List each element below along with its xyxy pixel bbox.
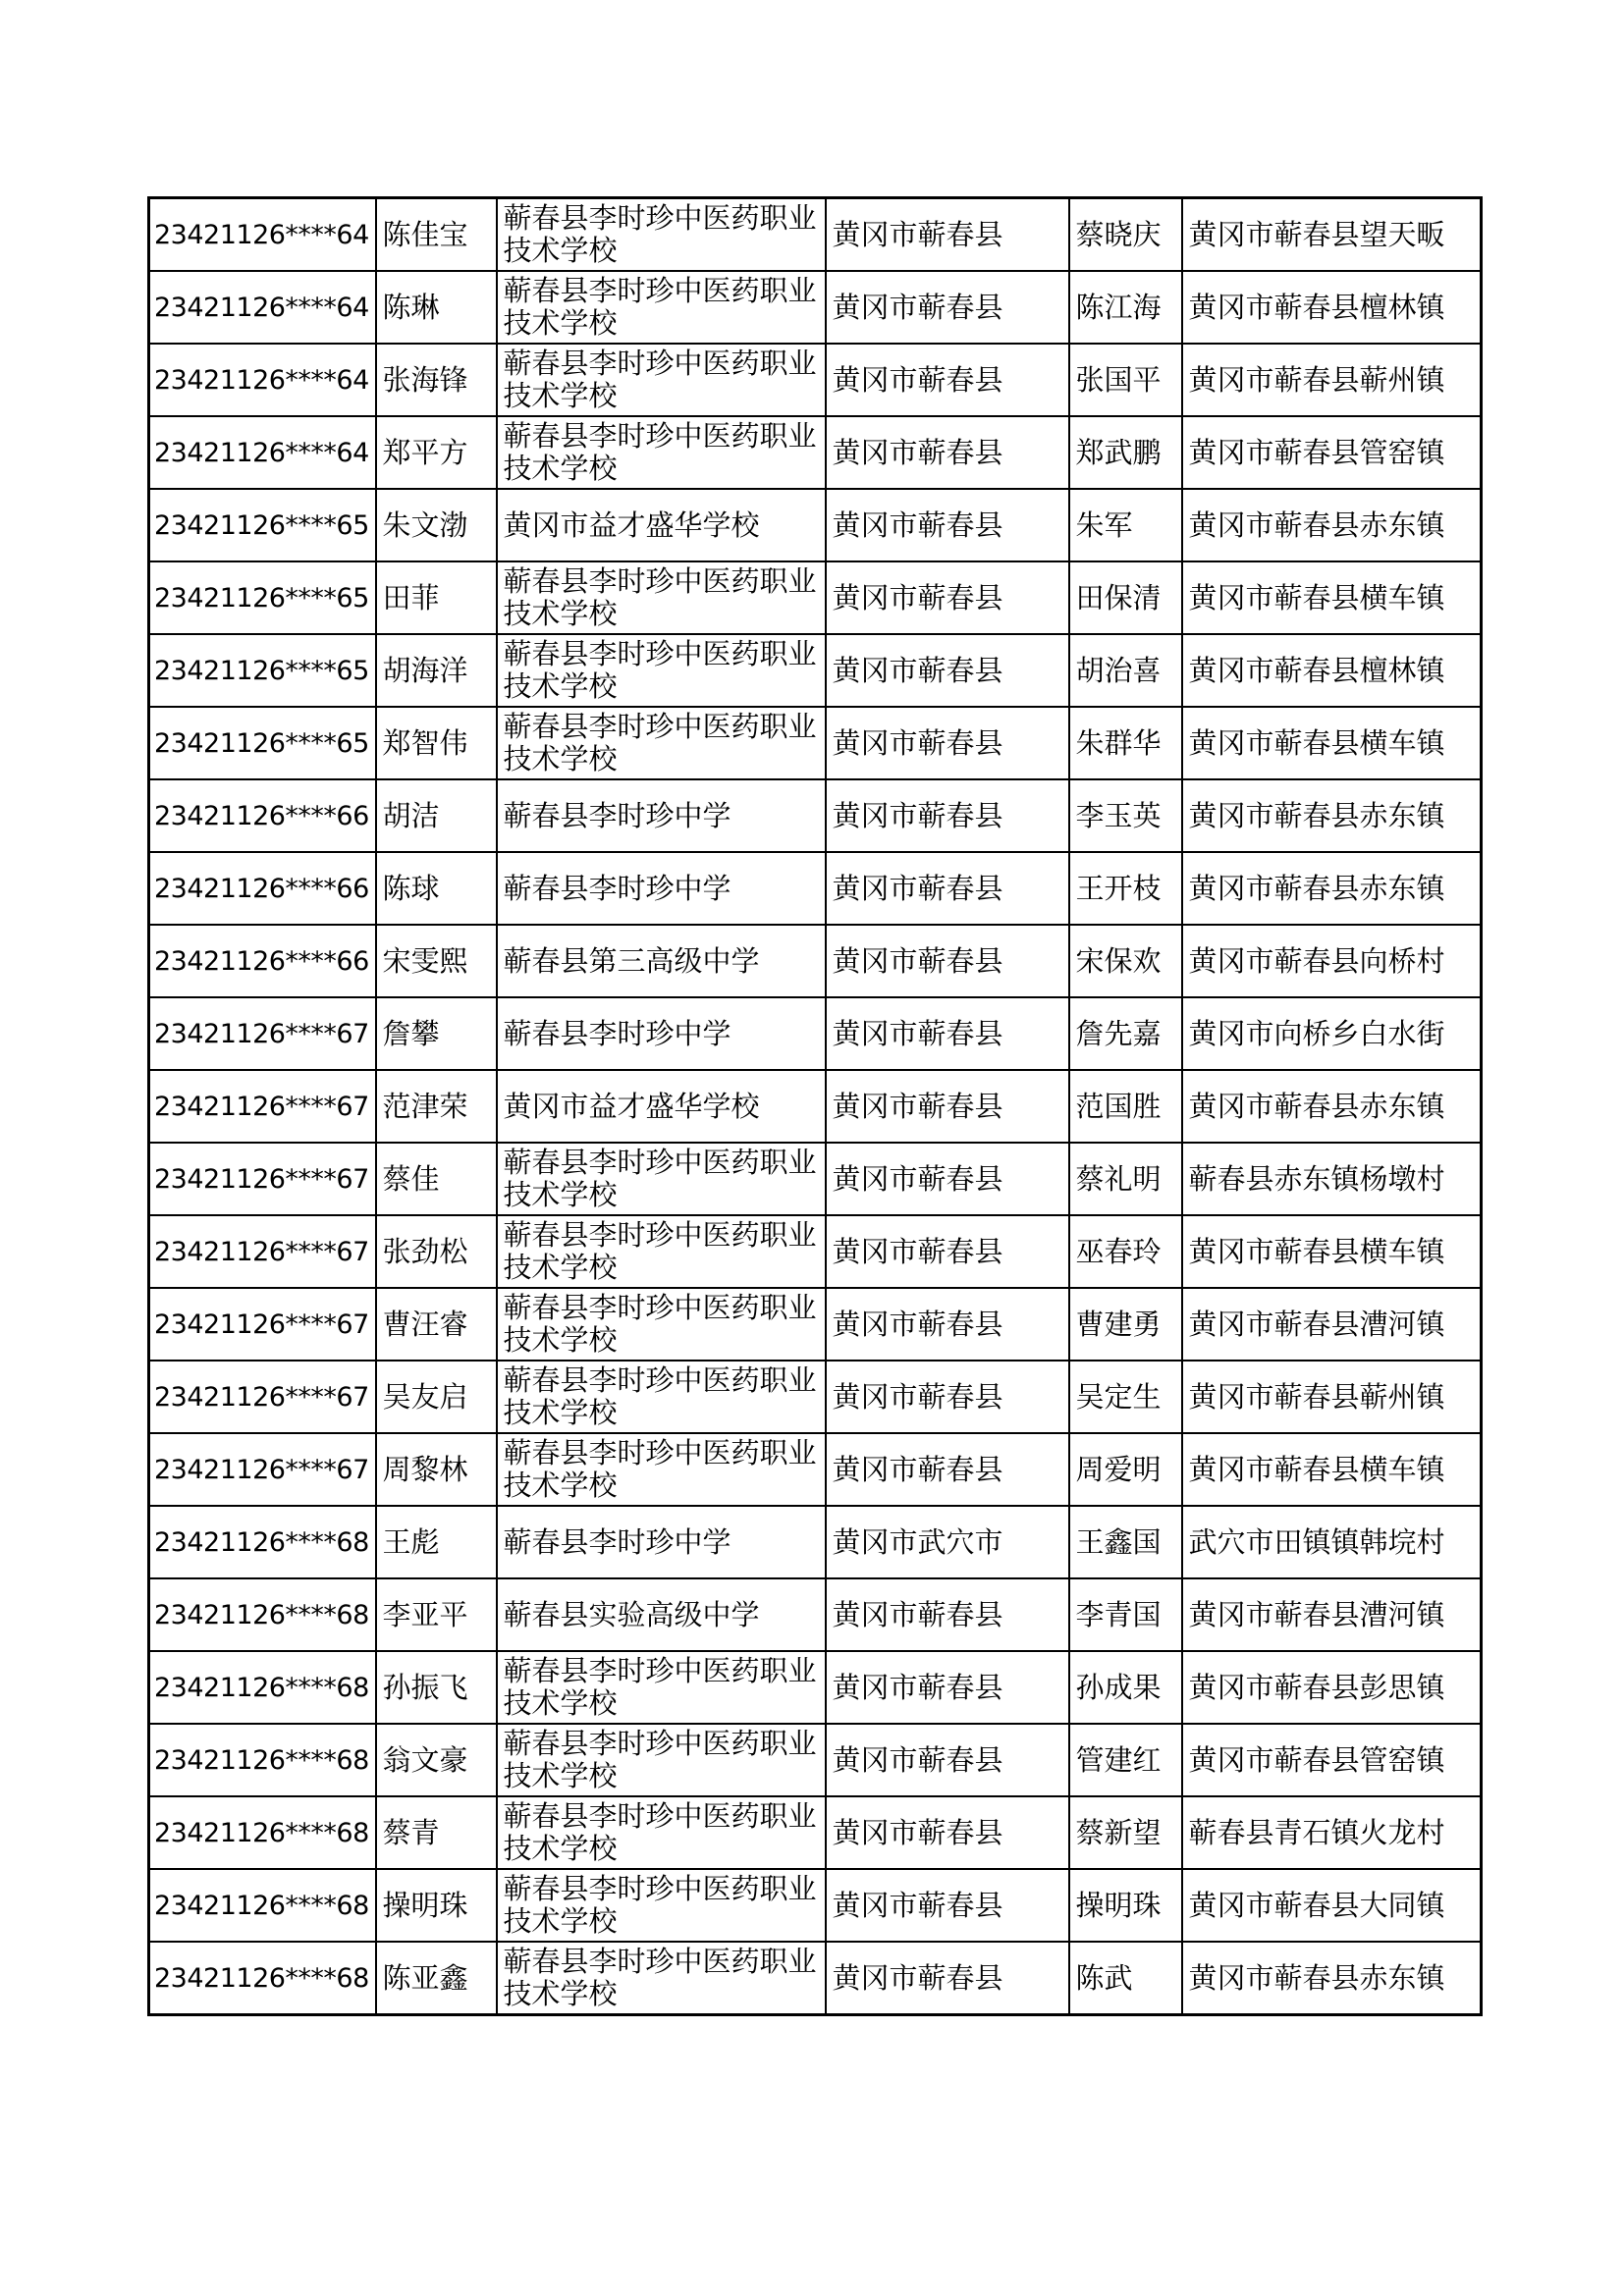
school-cell: 蕲春县李时珍中医药职业技术学校 xyxy=(497,1869,826,1942)
school-cell: 蕲春县李时珍中医药职业技术学校 xyxy=(497,1651,826,1724)
address-cell: 黄冈市蕲春县向桥村 xyxy=(1182,925,1482,997)
student-name-cell: 翁文豪 xyxy=(376,1724,497,1796)
id-number-cell: 23421126****65 xyxy=(149,489,376,561)
region-cell: 黄冈市蕲春县 xyxy=(826,1288,1069,1361)
roster-table xyxy=(147,196,1483,2016)
student-name-cell: 詹攀 xyxy=(376,997,497,1070)
school-cell: 蕲春县李时珍中医药职业技术学校 xyxy=(497,344,826,416)
student-name-cell: 操明珠 xyxy=(376,1869,497,1942)
school-cell: 蕲春县李时珍中医药职业技术学校 xyxy=(497,1942,826,2015)
address-cell: 黄冈市蕲春县漕河镇 xyxy=(1182,1288,1482,1361)
school-cell: 蕲春县李时珍中医药职业技术学校 xyxy=(497,1361,826,1433)
student-name-cell: 陈琳 xyxy=(376,271,497,344)
student-name-cell: 陈球 xyxy=(376,852,497,925)
address-cell: 黄冈市蕲春县横车镇 xyxy=(1182,1215,1482,1288)
region-cell: 黄冈市蕲春县 xyxy=(826,634,1069,707)
region-cell: 黄冈市蕲春县 xyxy=(826,271,1069,344)
table-row xyxy=(149,852,1482,925)
student-name-cell: 郑平方 xyxy=(376,416,497,489)
school-cell: 蕲春县李时珍中学 xyxy=(497,1506,826,1578)
address-cell: 黄冈市蕲春县管窑镇 xyxy=(1182,416,1482,489)
student-name-cell: 胡洁 xyxy=(376,779,497,852)
student-name-cell: 张海锋 xyxy=(376,344,497,416)
id-number-cell: 23421126****68 xyxy=(149,1869,376,1942)
guardian-name-cell: 周爱明 xyxy=(1069,1433,1182,1506)
id-number-cell: 23421126****66 xyxy=(149,852,376,925)
region-cell: 黄冈市蕲春县 xyxy=(826,997,1069,1070)
guardian-name-cell: 王鑫国 xyxy=(1069,1506,1182,1578)
address-cell: 黄冈市蕲春县檀林镇 xyxy=(1182,271,1482,344)
school-cell: 蕲春县李时珍中医药职业技术学校 xyxy=(497,416,826,489)
table-row xyxy=(149,1506,1482,1578)
guardian-name-cell: 孙成果 xyxy=(1069,1651,1182,1724)
region-cell: 黄冈市蕲春县 xyxy=(826,1578,1069,1651)
id-number-cell: 23421126****68 xyxy=(149,1651,376,1724)
id-number-cell: 23421126****64 xyxy=(149,198,376,272)
school-cell: 蕲春县第三高级中学 xyxy=(497,925,826,997)
id-number-cell: 23421126****68 xyxy=(149,1578,376,1651)
school-cell: 蕲春县李时珍中医药职业技术学校 xyxy=(497,634,826,707)
id-number-cell: 23421126****67 xyxy=(149,1143,376,1215)
address-cell: 黄冈市蕲春县赤东镇 xyxy=(1182,779,1482,852)
region-cell: 黄冈市蕲春县 xyxy=(826,561,1069,634)
address-cell: 蕲春县赤东镇杨墩村 xyxy=(1182,1143,1482,1215)
school-cell: 黄冈市益才盛华学校 xyxy=(497,1070,826,1143)
region-cell: 黄冈市蕲春县 xyxy=(826,1724,1069,1796)
table-row xyxy=(149,561,1482,634)
school-cell: 蕲春县李时珍中医药职业技术学校 xyxy=(497,198,826,272)
region-cell: 黄冈市蕲春县 xyxy=(826,489,1069,561)
guardian-name-cell: 胡治喜 xyxy=(1069,634,1182,707)
table-row xyxy=(149,1942,1482,2015)
student-name-cell: 李亚平 xyxy=(376,1578,497,1651)
region-cell: 黄冈市蕲春县 xyxy=(826,416,1069,489)
guardian-name-cell: 詹先嘉 xyxy=(1069,997,1182,1070)
address-cell: 黄冈市蕲春县赤东镇 xyxy=(1182,1070,1482,1143)
address-cell: 黄冈市蕲春县蕲州镇 xyxy=(1182,1361,1482,1433)
region-cell: 黄冈市蕲春县 xyxy=(826,1143,1069,1215)
id-number-cell: 23421126****64 xyxy=(149,271,376,344)
guardian-name-cell: 朱群华 xyxy=(1069,707,1182,779)
address-cell: 黄冈市蕲春县望天畈 xyxy=(1182,198,1482,272)
table-row xyxy=(149,1215,1482,1288)
table-row xyxy=(149,489,1482,561)
table-row xyxy=(149,1288,1482,1361)
table-row xyxy=(149,1651,1482,1724)
table-row xyxy=(149,634,1482,707)
region-cell: 黄冈市蕲春县 xyxy=(826,1651,1069,1724)
school-cell: 蕲春县李时珍中医药职业技术学校 xyxy=(497,1215,826,1288)
region-cell: 黄冈市蕲春县 xyxy=(826,779,1069,852)
id-number-cell: 23421126****65 xyxy=(149,634,376,707)
school-cell: 蕲春县李时珍中医药职业技术学校 xyxy=(497,1433,826,1506)
table-row xyxy=(149,707,1482,779)
address-cell: 黄冈市蕲春县大同镇 xyxy=(1182,1869,1482,1942)
id-number-cell: 23421126****65 xyxy=(149,707,376,779)
id-number-cell: 23421126****68 xyxy=(149,1724,376,1796)
table-row xyxy=(149,1361,1482,1433)
region-cell: 黄冈市蕲春县 xyxy=(826,852,1069,925)
student-name-cell: 张劲松 xyxy=(376,1215,497,1288)
school-cell: 蕲春县李时珍中医药职业技术学校 xyxy=(497,1724,826,1796)
region-cell: 黄冈市蕲春县 xyxy=(826,1869,1069,1942)
guardian-name-cell: 吴定生 xyxy=(1069,1361,1182,1433)
table-row xyxy=(149,416,1482,489)
address-cell: 黄冈市蕲春县横车镇 xyxy=(1182,1433,1482,1506)
table-row xyxy=(149,344,1482,416)
student-name-cell: 郑智伟 xyxy=(376,707,497,779)
student-name-cell: 孙振飞 xyxy=(376,1651,497,1724)
student-name-cell: 宋雯熙 xyxy=(376,925,497,997)
student-name-cell: 胡海洋 xyxy=(376,634,497,707)
student-name-cell: 陈亚鑫 xyxy=(376,1942,497,2015)
id-number-cell: 23421126****68 xyxy=(149,1796,376,1869)
region-cell: 黄冈市蕲春县 xyxy=(826,344,1069,416)
school-cell: 蕲春县实验高级中学 xyxy=(497,1578,826,1651)
id-number-cell: 23421126****68 xyxy=(149,1506,376,1578)
address-cell: 黄冈市蕲春县檀林镇 xyxy=(1182,634,1482,707)
guardian-name-cell: 管建红 xyxy=(1069,1724,1182,1796)
guardian-name-cell: 王开枝 xyxy=(1069,852,1182,925)
address-cell: 蕲春县青石镇火龙村 xyxy=(1182,1796,1482,1869)
table-row xyxy=(149,1796,1482,1869)
table-row xyxy=(149,271,1482,344)
region-cell: 黄冈市蕲春县 xyxy=(826,1796,1069,1869)
region-cell: 黄冈市武穴市 xyxy=(826,1506,1069,1578)
id-number-cell: 23421126****67 xyxy=(149,1070,376,1143)
address-cell: 黄冈市蕲春县赤东镇 xyxy=(1182,489,1482,561)
id-number-cell: 23421126****67 xyxy=(149,1288,376,1361)
id-number-cell: 23421126****67 xyxy=(149,1361,376,1433)
guardian-name-cell: 操明珠 xyxy=(1069,1869,1182,1942)
region-cell: 黄冈市蕲春县 xyxy=(826,1942,1069,2015)
guardian-name-cell: 陈武 xyxy=(1069,1942,1182,2015)
school-cell: 蕲春县李时珍中学 xyxy=(497,997,826,1070)
table-row xyxy=(149,1143,1482,1215)
region-cell: 黄冈市蕲春县 xyxy=(826,1215,1069,1288)
guardian-name-cell: 田保清 xyxy=(1069,561,1182,634)
table-row xyxy=(149,1070,1482,1143)
school-cell: 蕲春县李时珍中医药职业技术学校 xyxy=(497,271,826,344)
region-cell: 黄冈市蕲春县 xyxy=(826,198,1069,272)
id-number-cell: 23421126****67 xyxy=(149,1215,376,1288)
address-cell: 黄冈市蕲春县赤东镇 xyxy=(1182,852,1482,925)
guardian-name-cell: 蔡新望 xyxy=(1069,1796,1182,1869)
table-row xyxy=(149,198,1482,272)
student-name-cell: 蔡青 xyxy=(376,1796,497,1869)
region-cell: 黄冈市蕲春县 xyxy=(826,925,1069,997)
address-cell: 黄冈市蕲春县彭思镇 xyxy=(1182,1651,1482,1724)
id-number-cell: 23421126****64 xyxy=(149,344,376,416)
guardian-name-cell: 李青国 xyxy=(1069,1578,1182,1651)
id-number-cell: 23421126****67 xyxy=(149,1433,376,1506)
student-name-cell: 王彪 xyxy=(376,1506,497,1578)
guardian-name-cell: 范国胜 xyxy=(1069,1070,1182,1143)
student-name-cell: 曹汪睿 xyxy=(376,1288,497,1361)
student-name-cell: 周黎林 xyxy=(376,1433,497,1506)
student-name-cell: 陈佳宝 xyxy=(376,198,497,272)
guardian-name-cell: 郑武鹏 xyxy=(1069,416,1182,489)
id-number-cell: 23421126****67 xyxy=(149,997,376,1070)
address-cell: 黄冈市蕲春县漕河镇 xyxy=(1182,1578,1482,1651)
guardian-name-cell: 朱军 xyxy=(1069,489,1182,561)
school-cell: 蕲春县李时珍中学 xyxy=(497,779,826,852)
table-row xyxy=(149,997,1482,1070)
student-name-cell: 田菲 xyxy=(376,561,497,634)
id-number-cell: 23421126****68 xyxy=(149,1942,376,2015)
school-cell: 蕲春县李时珍中医药职业技术学校 xyxy=(497,1143,826,1215)
address-cell: 黄冈市蕲春县赤东镇 xyxy=(1182,1942,1482,2015)
guardian-name-cell: 曹建勇 xyxy=(1069,1288,1182,1361)
guardian-name-cell: 张国平 xyxy=(1069,344,1182,416)
address-cell: 黄冈市蕲春县管窑镇 xyxy=(1182,1724,1482,1796)
table-row xyxy=(149,925,1482,997)
guardian-name-cell: 巫春玲 xyxy=(1069,1215,1182,1288)
region-cell: 黄冈市蕲春县 xyxy=(826,1361,1069,1433)
guardian-name-cell: 宋保欢 xyxy=(1069,925,1182,997)
student-name-cell: 吴友启 xyxy=(376,1361,497,1433)
table-row xyxy=(149,779,1482,852)
id-number-cell: 23421126****66 xyxy=(149,779,376,852)
table-row xyxy=(149,1578,1482,1651)
roster-table-body xyxy=(149,198,1482,2015)
student-name-cell: 范津荣 xyxy=(376,1070,497,1143)
student-name-cell: 蔡佳 xyxy=(376,1143,497,1215)
school-cell: 蕲春县李时珍中医药职业技术学校 xyxy=(497,561,826,634)
school-cell: 蕲春县李时珍中学 xyxy=(497,852,826,925)
guardian-name-cell: 蔡礼明 xyxy=(1069,1143,1182,1215)
table-row xyxy=(149,1869,1482,1942)
region-cell: 黄冈市蕲春县 xyxy=(826,1070,1069,1143)
id-number-cell: 23421126****65 xyxy=(149,561,376,634)
table-row xyxy=(149,1724,1482,1796)
id-number-cell: 23421126****66 xyxy=(149,925,376,997)
address-cell: 黄冈市蕲春县横车镇 xyxy=(1182,707,1482,779)
guardian-name-cell: 蔡晓庆 xyxy=(1069,198,1182,272)
school-cell: 蕲春县李时珍中医药职业技术学校 xyxy=(497,1288,826,1361)
school-cell: 蕲春县李时珍中医药职业技术学校 xyxy=(497,707,826,779)
table-row xyxy=(149,1433,1482,1506)
student-name-cell: 朱文渤 xyxy=(376,489,497,561)
address-cell: 武穴市田镇镇韩垸村 xyxy=(1182,1506,1482,1578)
id-number-cell: 23421126****64 xyxy=(149,416,376,489)
address-cell: 黄冈市向桥乡白水街 xyxy=(1182,997,1482,1070)
guardian-name-cell: 李玉英 xyxy=(1069,779,1182,852)
school-cell: 蕲春县李时珍中医药职业技术学校 xyxy=(497,1796,826,1869)
guardian-name-cell: 陈江海 xyxy=(1069,271,1182,344)
address-cell: 黄冈市蕲春县横车镇 xyxy=(1182,561,1482,634)
school-cell: 黄冈市益才盛华学校 xyxy=(497,489,826,561)
address-cell: 黄冈市蕲春县蕲州镇 xyxy=(1182,344,1482,416)
region-cell: 黄冈市蕲春县 xyxy=(826,1433,1069,1506)
region-cell: 黄冈市蕲春县 xyxy=(826,707,1069,779)
